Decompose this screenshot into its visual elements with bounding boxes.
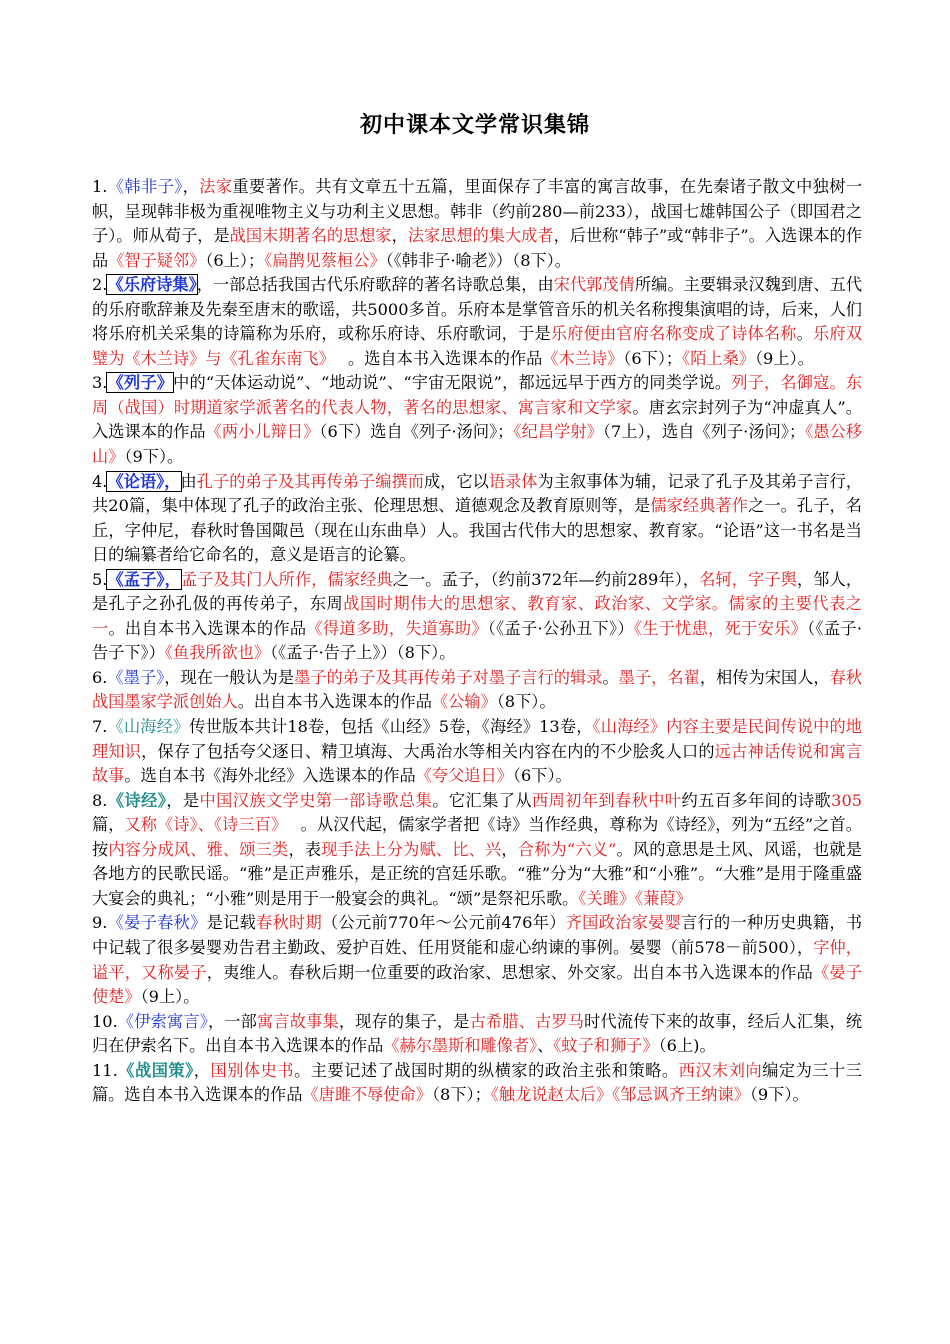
- entry-text-segment: 名轲，字子舆: [699, 569, 797, 589]
- entry-text-segment: 合称为“六义”: [517, 839, 617, 859]
- entry-text-segment: ，表: [288, 839, 322, 859]
- entry-text-segment: ，一部: [207, 1011, 258, 1031]
- entry-text-segment: 。主要记述了战国时期的纵横家的政治主张和策略。: [294, 1060, 679, 1080]
- entry-book-title: 《诗经》: [107, 790, 167, 810]
- entry-text-segment: ，夷维人。春秋后期一位重要的政治家、思想家、外交家。出自本书入选课本的作品: [206, 962, 814, 982]
- entry-text-segment: 是记载: [206, 913, 257, 933]
- entry-6: [92, 666, 862, 715]
- entry-text-segment: 又称《诗》、《诗三百》: [124, 815, 280, 835]
- entry-text-segment: 《两小儿辩日》: [205, 422, 320, 442]
- entry-text-segment: 西周初年到春秋中叶: [531, 790, 682, 810]
- entry-text-segment: 远古神话传说和寓言故事: [92, 741, 863, 786]
- entry-text-segment: 春秋战国墨家学派创始人: [92, 667, 863, 712]
- entry-text-segment: 《夸父追日》: [415, 766, 513, 786]
- entry-7: [92, 715, 862, 789]
- entry-text-segment: 。风的意思是土风、风谣，也就是各地方的民歌民谣。“雅”是正声雅乐，是正统的宫廷乐歌。“雅”分为“大雅”和“小雅”。“大雅”是用于隆重盛大宴会的典礼；“小雅”则是用于一般宴会的典礼。“颂”是祭祀乐歌。: [92, 839, 862, 908]
- entry-text-segment: 编定为三十三篇。选自本书入选课本的作品: [92, 1060, 862, 1105]
- entry-text-segment: 10.: [92, 1011, 118, 1031]
- entry-text-segment: ，: [391, 226, 408, 246]
- entry-text-segment: 字仲，谥平，又称晏子: [92, 937, 862, 982]
- entry-10: [92, 1010, 862, 1059]
- entry-text-segment: 寓言故事集: [257, 1011, 339, 1031]
- entry-text-segment: （9上）。: [754, 348, 814, 368]
- entry-text-segment: 中国汉族文学史第一部诗歌总集: [199, 790, 433, 810]
- entry-text-segment: 。出自本书入选课本的作品: [108, 618, 307, 638]
- entry-text-segment: 《触龙说赵太后》《邹忌讽齐王纳谏》: [490, 1085, 750, 1105]
- entry-text-segment: 。出自本书入选课本的作品: [237, 692, 432, 712]
- entry-text-segment: 中的“天体运动说”、“地动说”、“宇宙无限说”，都远远早于西方的同类学说。: [173, 373, 732, 393]
- entry-book-title: 《晏子春秋》: [107, 913, 207, 933]
- entry-text-segment: 、: [537, 1036, 554, 1056]
- entry-text-segment: （9下）。: [124, 447, 184, 467]
- entry-text-segment: 墨子，名翟: [618, 667, 700, 687]
- entry-text-segment: 305: [831, 790, 863, 810]
- entry-text-segment: 现手法上分为赋、比、兴: [321, 839, 502, 859]
- entry-text-segment: ，一部总括我国古代乐府歌辞的著名诗歌总集，由: [196, 275, 554, 295]
- entry-text-segment: 《智子疑邻》: [108, 250, 206, 270]
- entry-text-segment: 《鱼我所欲也》: [164, 643, 271, 663]
- entry-text-segment: 5.: [92, 569, 108, 589]
- entry-text-segment: （6下）。: [512, 766, 572, 786]
- entry-text-segment: （6下）；: [623, 348, 683, 368]
- entry-text-segment: 法家: [199, 177, 233, 196]
- entry-text-segment: （9下）。: [749, 1085, 809, 1105]
- entry-text-segment: 。从汉代起，儒家学者把《诗》当作经典，尊称为《诗经》，列为“五经”之首。按: [92, 815, 862, 859]
- entry-text-segment: 战国时期伟大的思想家、教育家、政治家、文学家。儒家的主要代表之一: [92, 594, 863, 638]
- entry-text-segment: （《韩非子·喻老》）（8下）。: [385, 250, 571, 270]
- entry-text-segment: ，是: [166, 790, 200, 810]
- entry-text-segment: 《山海经》内容主要是民间传说中的地理知识: [92, 717, 862, 761]
- entry-text-segment: 春秋时期: [256, 913, 323, 933]
- entry-2: [92, 273, 862, 371]
- entry-text-segment: 西汉末刘向: [678, 1060, 763, 1080]
- entry-4: [92, 470, 862, 568]
- entry-text-segment: 孔子的弟子及其再传弟子编撰而: [196, 471, 424, 491]
- entry-text-segment: 7.: [92, 717, 108, 737]
- entry-text-segment: 由: [180, 471, 197, 491]
- entry-text-segment: 《公输》: [431, 692, 497, 712]
- entry-text-segment: 宋代郭茂倩: [553, 275, 635, 295]
- entry-text-segment: 《扁鹊见蔡桓公》: [264, 250, 386, 270]
- entry-text-segment: （8下）；: [431, 1085, 491, 1105]
- entry-text-segment: 齐国政治家晏婴: [565, 913, 682, 933]
- page-title: 初中课本文学常识集锦: [359, 112, 590, 138]
- entry-text-segment: （7上），选自《列子·汤问》；: [602, 422, 806, 442]
- entry-text-segment: 4.: [92, 471, 108, 491]
- entry-book-title: 《孟子》，: [107, 569, 181, 589]
- entry-book-title: 《伊索寓言》: [117, 1011, 208, 1031]
- entry-text-segment: 乐府便由官府名称变成了诗体名称: [550, 324, 797, 344]
- entry-text-segment: （《孟子·告子上》）（8下）。: [270, 643, 456, 663]
- entry-text-segment: 内容分成风、雅、颂三类: [108, 839, 289, 859]
- entry-text-segment: （9上）。: [140, 987, 200, 1007]
- entry-text-segment: 《陌上桑》: [682, 348, 755, 368]
- entry-text-segment: 列子，名御寇。东周（战国）时期道家学派著名的代表人物，著名的思想家、寓言家和文学家: [92, 373, 863, 417]
- entry-text-segment: 语录体: [488, 471, 538, 491]
- entry-text-segment: （6上)。: [658, 1036, 716, 1056]
- entry-book-title: 《论语》，: [107, 471, 181, 491]
- entry-text-segment: ，: [182, 177, 200, 196]
- entry-text-segment: 2.: [92, 275, 108, 295]
- entry-book-title: 《韩非子》: [107, 177, 183, 196]
- entry-book-title: 《列子》: [107, 373, 174, 393]
- entry-text-segment: 。选自本书入选课本的作品: [326, 348, 543, 368]
- entry-text-segment: 传世版本共计18卷，包括《山经》5卷，《海经》13卷，: [189, 717, 593, 737]
- entry-text-segment: （6上）；: [205, 250, 265, 270]
- entry-text-segment: 之一。孟子，（约前372年—约前289年），: [392, 569, 700, 589]
- entry-text-segment: （《孟子·告子下》）: [92, 618, 863, 663]
- entry-5: [92, 568, 862, 666]
- entry-book-title: 《山海经》: [107, 717, 190, 737]
- entry-text-segment: 《木兰诗》: [542, 348, 624, 368]
- entry-text-segment: （公元前770年～公元前476年）: [322, 913, 566, 933]
- entry-text-segment: ，相传为宋国人，: [699, 667, 830, 687]
- entry-book-title: 《墨子》: [107, 667, 165, 687]
- entry-text-segment: 国别体史书: [210, 1060, 295, 1080]
- entry-text-segment: 。: [602, 667, 619, 687]
- entry-text-segment: 言行的一种历史典籍，书中记载了很多晏婴劝告君主勤政、爱护百姓、任用贤能和虚心纳谏的事例。晏婴（前578－前500），: [92, 913, 863, 957]
- entry-text-segment: 。它汇集了从: [432, 790, 532, 810]
- entry-8: [92, 789, 862, 912]
- entry-text-segment: （8下）。: [496, 692, 556, 712]
- entry-text-segment: 之一。孔子，名丘，字仲尼，春秋时鲁国陬邑（现在山东曲阜）人。我国古代伟大的思想家、教育家。“论语”这一书名是当日的编纂者给它命名的，意义是语言的论纂。: [92, 496, 862, 565]
- entry-11: [92, 1059, 862, 1108]
- entry-text-segment: 11.: [92, 1060, 118, 1080]
- entry-text-segment: 法家思想的集大成者: [407, 226, 554, 246]
- entry-text-segment: 《晏子使楚》: [92, 962, 863, 1007]
- entry-text-segment: 。: [796, 324, 814, 344]
- entry-text-segment: 重要著作。共有文章五十五篇，里面保存了丰富的寓言故事，在先秦诸子散文中独树一帜，呈现韩非极为重视唯物主义与功利主义思想。韩非（约前280—前233），战国七雄韩国公子（即国君之子）。师从荀子，是: [92, 177, 863, 246]
- entry-text-segment: ，: [501, 839, 518, 859]
- entry-text-segment: 成，它以: [423, 471, 489, 491]
- entry-text-segment: 《赫尔墨斯和雕像者》: [383, 1036, 538, 1056]
- entry-book-title: 《战国策》: [117, 1060, 194, 1080]
- entry-text-segment: 8.: [92, 790, 108, 810]
- entry-text-segment: 1.: [92, 177, 108, 196]
- entry-text-segment: 乐府双璧为《木兰诗》与《孔雀东南飞》: [92, 324, 863, 368]
- entry-text-segment: ，保存了包括夸父逐日、精卫填海、大禹治水等相关内容在内的不少脍炙人口的: [141, 741, 715, 761]
- entry-text-segment: 《关雎》《蒹葭》: [578, 888, 692, 908]
- entry-text-segment: 古希腊、古罗马: [469, 1011, 585, 1031]
- entry-text-segment: ，邹人，是孔子之孙孔伋的再传弟子，东周: [92, 569, 863, 614]
- entry-book-title: 《乐府诗集》: [107, 275, 197, 295]
- entry-text-segment: 墨子的弟子及其再传弟子对墨子言行的辑录: [294, 667, 603, 687]
- entry-text-segment: 《纪昌学射》: [513, 422, 603, 442]
- entry-text-segment: 《唐雎不辱使命》: [302, 1085, 432, 1105]
- entry-text-segment: 《得道多助，失道寡助》: [306, 618, 488, 638]
- entry-9: [92, 911, 862, 1009]
- entry-3: [92, 371, 862, 469]
- entry-text-segment: （6下）选自《列子·汤问》；: [319, 422, 514, 442]
- entry-text-segment: 篇，: [92, 815, 125, 835]
- entry-text-segment: ，现在一般认为是: [164, 667, 295, 687]
- entry-text-segment: 时代流传下来的故事，经后人汇集，统归在伊索名下。出自本书入选课本的作品: [92, 1011, 863, 1056]
- entry-1: [92, 175, 862, 273]
- entry-text-segment: ，: [193, 1060, 211, 1080]
- entry-text-segment: 孟子及其门人所作，儒家经典: [180, 569, 393, 589]
- entry-text-segment: 《生于忧患，死于安乐》: [633, 618, 808, 638]
- entry-text-segment: 战国末期著名的思想家: [229, 226, 392, 246]
- entry-text-segment: 所编。主要辑录汉魏到唐、五代的乐府歌辞兼及先秦至唐末的歌谣，共5000多首。乐府本是掌管音乐的机关名称搜集演唱的诗，后来，人们将乐府机关采集的诗篇称为乐府，或称乐府诗、乐府歌词，于是: [92, 275, 863, 344]
- entry-text-segment: （《孟子·公孙丑下》）: [487, 618, 634, 638]
- entry-text-segment: 儒家经典著作: [650, 496, 749, 516]
- entry-text-segment: 6.: [92, 667, 108, 687]
- entry-text-segment: 为主叙事体为辅，记录了孔子及其弟子言行，共20篇，集中体现了孔子的政治主张、伦理思想、道德观念及教育原则等，是: [92, 471, 863, 516]
- entry-text-segment: 。选自本书《海外北经》入选课本的作品: [124, 766, 416, 786]
- document-body: [92, 175, 862, 1108]
- entry-text-segment: ，现存的集子，是: [338, 1011, 470, 1031]
- entry-text-segment: 。唐玄宗封列子为“冲虚真人”。入选课本的作品: [92, 397, 862, 442]
- entry-text-segment: 约五百多年间的诗歌: [681, 790, 832, 810]
- entry-text-segment: 《蚊子和狮子》: [553, 1036, 659, 1056]
- entry-text-segment: ，后世称“韩子”或“韩非子”。入选课本的作品: [92, 226, 863, 270]
- entry-text-segment: 9.: [92, 913, 108, 933]
- entry-text-segment: 《愚公移山》: [92, 422, 863, 467]
- entry-text-segment: 3.: [92, 373, 108, 393]
